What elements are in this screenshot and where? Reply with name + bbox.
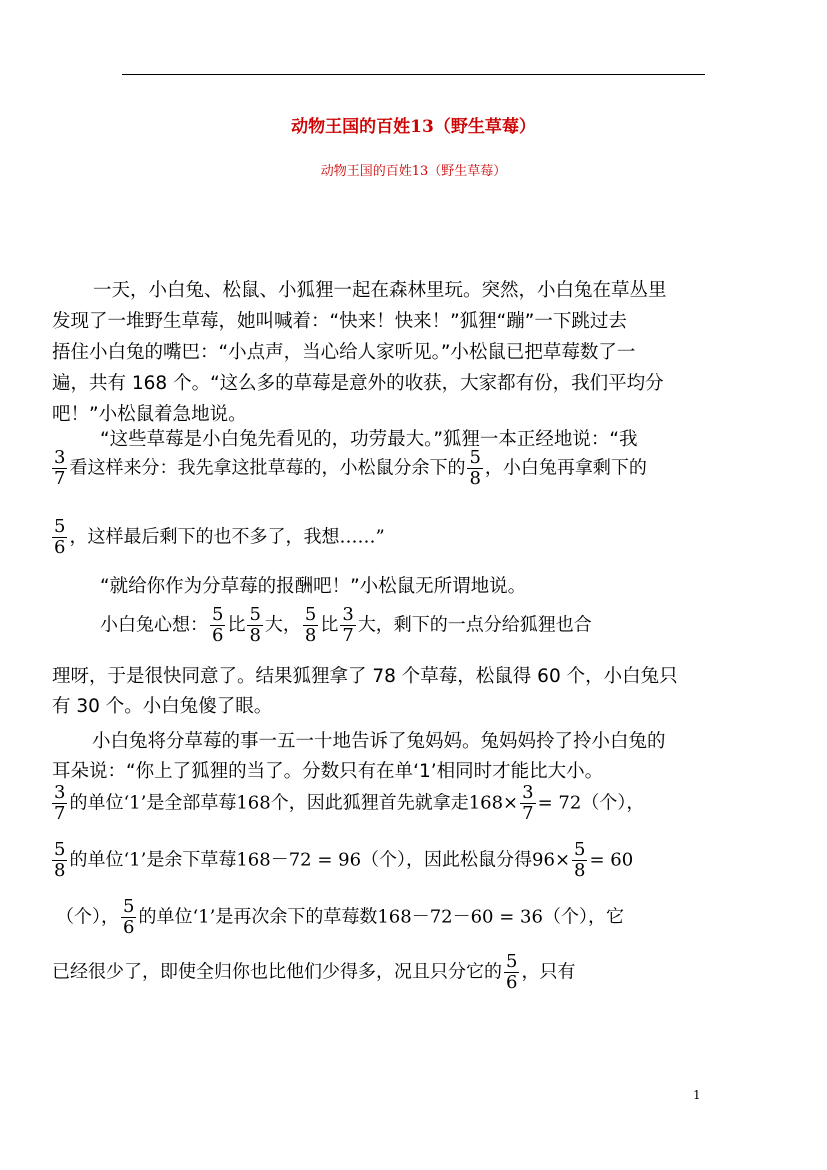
text-line: 遍，共有 168 个。“这么多的草莓是意外的收获，大家都有份，我们平均分 [52, 373, 664, 394]
text-span: 已经很少了，即使全归你也比他们少得多，况且只分它的 [52, 961, 502, 983]
text-line: 一天，小白兔、松鼠、小狐狸一起在森林里玩。突然，小白兔在草丛里 [93, 280, 667, 301]
text-span: 看这样来分：我先拿这批草莓的，小松鼠分余下的 [69, 457, 466, 479]
document-subtitle: 动物王国的百姓13（野生草莓） [320, 164, 507, 179]
fraction: $\frac{5}{8}$ [249, 604, 261, 646]
paragraph-3: “就给你作为分草莓的报酬吧！”小松鼠无所谓地说。 [100, 576, 527, 597]
paragraph-5-line-1: 小白兔将分草莓的事一五一十地告诉了兔妈妈。兔妈妈拎了拎小白兔的 [92, 731, 666, 752]
document-title: 动物王国的百姓13（野生草莓） [291, 117, 536, 137]
paragraph-6-line-1 [50, 783, 644, 824]
text-span: 大，剩下的一点分给狐狸也合 [357, 614, 592, 636]
text-line: 发现了一堆野生草莓，她叫喊着：“快来！快来！”狐狸“蹦”一下跳过去 [52, 311, 627, 332]
fraction: $\frac{5}{6}$ [506, 951, 518, 993]
fraction: $\frac{5}{6}$ [54, 516, 66, 558]
paragraph-2-line-3 [50, 517, 385, 558]
fraction: $\frac{5}{8}$ [54, 839, 66, 881]
fraction: $\frac{5}{8}$ [304, 604, 317, 646]
fraction: $\frac{5}{8}$ [574, 839, 586, 881]
page-number: 1 [693, 1088, 701, 1102]
text-span: ，只有 [521, 961, 576, 983]
fraction: $\frac{3}{7}$ [342, 604, 354, 646]
text-span: ，这样最后剩下的也不多了，我想……” [69, 526, 385, 548]
paragraph-4-line-1 [100, 605, 592, 646]
paragraph-4-line-3: 有 30 个。小白兔傻了眼。 [52, 696, 273, 717]
text-line: 吧！”小松鼠着急地说。 [52, 404, 247, 425]
paragraph-4-line-2: 理呀，于是很快同意了。结果狐狸拿了 78 个草莓，松鼠得 60 个，小白兔只 [52, 666, 678, 687]
text-span: 的单位‘1’是再次余下的草莓数168－72－60 = 36（个），它 [138, 906, 624, 928]
text-span: 比 [320, 614, 339, 636]
text-span: = 72（个）， [537, 792, 645, 814]
fraction: $\frac{3}{7}$ [522, 782, 534, 824]
fraction: $\frac{3}{7}$ [54, 782, 66, 824]
paragraph-5-line-2: 耳朵说：“你上了狐狸的当了。分数只有在单‘1’相同时才能比大小。 [52, 761, 604, 782]
paragraph-2-line-1: “这些草莓是小白兔先看见的，功劳最大。”狐狸一本正经地说：“我 [100, 429, 638, 450]
paragraph-2-line-2 [50, 448, 647, 489]
text-span: = 60 [589, 849, 634, 871]
fraction: $\frac{5}{6}$ [123, 896, 135, 938]
text-line: 捂住小白兔的嘴巴：“小点声，当心给人家听见。”小松鼠已把草莓数了一 [52, 342, 636, 363]
text-span: 的单位‘1’是全部草莓168个，因此狐狸首先就拿走168× [69, 792, 519, 814]
fraction: $\frac{3}{7}$ [54, 447, 66, 489]
paragraph-6-line-4 [52, 952, 575, 993]
header-rule [122, 74, 705, 75]
paragraph-6-line-3 [56, 897, 624, 938]
text-span: 比 [227, 614, 246, 636]
paragraph-6-line-2 [50, 840, 633, 881]
fraction: $\frac{5}{8}$ [469, 447, 481, 489]
text-span: 的单位‘1’是余下草莓168－72 = 96（个），因此松鼠分得96× [69, 849, 571, 871]
paragraph-1 [52, 275, 782, 430]
text-span: 小白兔心想： [100, 614, 208, 636]
text-span: ，小白兔再拿剩下的 [484, 457, 647, 479]
fraction: $\frac{5}{6}$ [212, 604, 224, 646]
text-span: 大， [264, 614, 301, 636]
text-span: （个）， [56, 906, 119, 928]
